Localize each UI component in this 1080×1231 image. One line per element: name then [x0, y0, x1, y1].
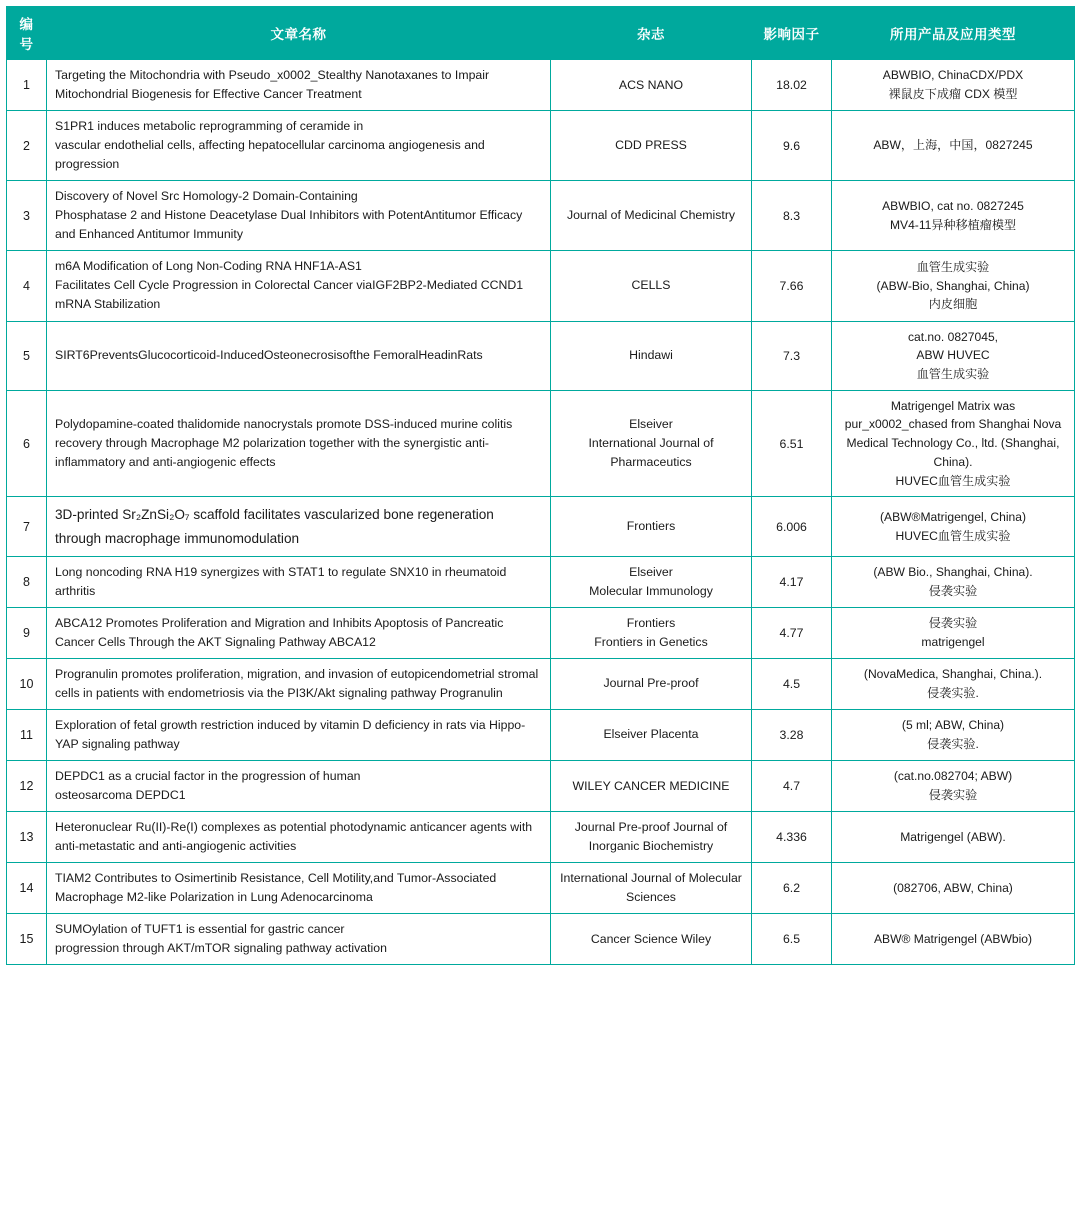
cell-impact-factor: 6.5 [752, 914, 832, 965]
cell-impact-factor: 4.17 [752, 556, 832, 607]
cell-index: 4 [7, 251, 47, 321]
cell-product: (5 ml; ABW, China) 侵袭实验. [832, 709, 1075, 760]
cell-article-title: S1PR1 induces metabolic reprogramming of ceramide in vascular endothelial cells, affecting hepatocellular carcinoma angiogenesis and progression [47, 111, 551, 181]
cell-product: (082706, ABW, China) [832, 863, 1075, 914]
cell-article-title: DEPDC1 as a crucial factor in the progression of human osteosarcoma DEPDC1 [47, 760, 551, 811]
column-header-journal: 杂志 [551, 7, 752, 60]
table-body [7, 60, 1075, 965]
table-header [7, 7, 1075, 60]
cell-journal: Frontiers [551, 497, 752, 556]
cell-article-title: Exploration of fetal growth restriction induced by vitamin D deficiency in rats via Hippo-YAP signaling pathway [47, 709, 551, 760]
cell-article-title: SIRT6PreventsGlucocorticoid-InducedOsteonecrosisofthe FemoralHeadinRats [47, 321, 551, 390]
cell-journal: Frontiers Frontiers in Genetics [551, 607, 752, 658]
table-row [7, 251, 1075, 321]
table-header-row [7, 7, 1075, 60]
cell-index: 6 [7, 390, 47, 497]
table-row [7, 607, 1075, 658]
cell-product: ABWBIO, cat no. 0827245 MV4-11异种移植瘤模型 [832, 181, 1075, 251]
cell-journal: ACS NANO [551, 60, 752, 111]
publication-table [6, 6, 1075, 965]
column-header-impact-factor: 影响因子 [752, 7, 832, 60]
cell-journal: Journal of Medicinal Chemistry [551, 181, 752, 251]
cell-product: cat.no. 0827045, ABW HUVEC 血管生成实验 [832, 321, 1075, 390]
cell-journal: Elseiver International Journal of Pharmaceutics [551, 390, 752, 497]
cell-index: 1 [7, 60, 47, 111]
cell-index: 2 [7, 111, 47, 181]
cell-product: (cat.no.082704; ABW) 侵袭实验 [832, 760, 1075, 811]
table-row [7, 60, 1075, 111]
cell-product: Matrigengel (ABW). [832, 812, 1075, 863]
cell-journal: CELLS [551, 251, 752, 321]
cell-index: 9 [7, 607, 47, 658]
cell-impact-factor: 9.6 [752, 111, 832, 181]
cell-index: 8 [7, 556, 47, 607]
column-header-title: 文章名称 [47, 7, 551, 60]
cell-index: 3 [7, 181, 47, 251]
cell-impact-factor: 4.336 [752, 812, 832, 863]
cell-article-title: Targeting the Mitochondria with Pseudo_x0002_Stealthy Nanotaxanes to Impair Mitochondrial Biogenesis for Effective Cancer Treatment [47, 60, 551, 111]
cell-article-title: TIAM2 Contributes to Osimertinib Resistance, Cell Motility,and Tumor-Associated Macrophage M2-like Polarization in Lung Adenocarcinoma [47, 863, 551, 914]
cell-journal: Journal Pre-proof [551, 658, 752, 709]
cell-journal: International Journal of Molecular Sciences [551, 863, 752, 914]
table-row [7, 321, 1075, 390]
column-header-index: 编号 [7, 7, 47, 60]
cell-product: (NovaMedica, Shanghai, China.). 侵袭实验. [832, 658, 1075, 709]
cell-product: ABWBIO, ChinaCDX/PDX 裸鼠皮下成瘤 CDX 模型 [832, 60, 1075, 111]
cell-impact-factor: 4.77 [752, 607, 832, 658]
cell-journal: Hindawi [551, 321, 752, 390]
table-row [7, 760, 1075, 811]
cell-article-title: 3D-printed Sr₂ZnSi₂O₇ scaffold facilitates vascularized bone regeneration through macrophage immunomodulation [47, 497, 551, 556]
cell-index: 14 [7, 863, 47, 914]
cell-index: 11 [7, 709, 47, 760]
cell-index: 10 [7, 658, 47, 709]
table-row [7, 709, 1075, 760]
cell-journal: Elseiver Molecular Immunology [551, 556, 752, 607]
cell-article-title: m6A Modification of Long Non-Coding RNA HNF1A-AS1 Facilitates Cell Cycle Progression in Colorectal Cancer viaIGF2BP2-Mediated CCND1 mRNA Stabilization [47, 251, 551, 321]
cell-journal: Elseiver Placenta [551, 709, 752, 760]
cell-article-title: Discovery of Novel Src Homology-2 Domain-Containing Phosphatase 2 and Histone Deacetylase Dual Inhibitors with PotentAntitumor Efficacy and Enhanced Antitumor Immunity [47, 181, 551, 251]
cell-index: 15 [7, 914, 47, 965]
cell-impact-factor: 4.5 [752, 658, 832, 709]
cell-index: 7 [7, 497, 47, 556]
cell-article-title: SUMOylation of TUFT1 is essential for gastric cancer progression through AKT/mTOR signaling pathway activation [47, 914, 551, 965]
cell-product: (ABW Bio., Shanghai, China). 侵袭实验 [832, 556, 1075, 607]
cell-product: ABW，上海，中国，0827245 [832, 111, 1075, 181]
cell-article-title: Heteronuclear Ru(II)-Re(I) complexes as potential photodynamic anticancer agents with anti-metastatic and anti-angiogenic activities [47, 812, 551, 863]
table-row [7, 812, 1075, 863]
column-header-product: 所用产品及应用类型 [832, 7, 1075, 60]
cell-impact-factor: 8.3 [752, 181, 832, 251]
cell-impact-factor: 4.7 [752, 760, 832, 811]
table-row [7, 556, 1075, 607]
table-row [7, 111, 1075, 181]
cell-index: 5 [7, 321, 47, 390]
cell-article-title: Polydopamine-coated thalidomide nanocrystals promote DSS-induced murine colitis recovery through Macrophage M2 polarization together with the synergistic anti-inflammatory and anti-angiogenic effects [47, 390, 551, 497]
table-row [7, 914, 1075, 965]
cell-article-title: Progranulin promotes proliferation, migration, and invasion of eutopicendometrial stromal cells in patients with endometriosis via the PI3K/Akt signaling pathway Progranulin [47, 658, 551, 709]
cell-impact-factor: 7.66 [752, 251, 832, 321]
cell-product: Matrigengel Matrix was pur_x0002_chased from Shanghai Nova Medical Technology Co., ltd. (Shanghai, China). HUVEC血管生成实验 [832, 390, 1075, 497]
cell-journal: Journal Pre-proof Journal of Inorganic Biochemistry [551, 812, 752, 863]
cell-impact-factor: 6.51 [752, 390, 832, 497]
cell-article-title: Long noncoding RNA H19 synergizes with STAT1 to regulate SNX10 in rheumatoid arthritis [47, 556, 551, 607]
cell-index: 12 [7, 760, 47, 811]
table-row [7, 497, 1075, 556]
cell-product: (ABW®Matrigengel, China) HUVEC血管生成实验 [832, 497, 1075, 556]
cell-index: 13 [7, 812, 47, 863]
cell-impact-factor: 18.02 [752, 60, 832, 111]
cell-impact-factor: 6.006 [752, 497, 832, 556]
table-row [7, 658, 1075, 709]
cell-journal: WILEY CANCER MEDICINE [551, 760, 752, 811]
cell-journal: CDD PRESS [551, 111, 752, 181]
table-row [7, 181, 1075, 251]
cell-product: ABW® Matrigengel (ABWbio) [832, 914, 1075, 965]
cell-impact-factor: 6.2 [752, 863, 832, 914]
cell-journal: Cancer Science Wiley [551, 914, 752, 965]
cell-product: 血管生成实验 (ABW-Bio, Shanghai, China) 内皮细胞 [832, 251, 1075, 321]
cell-product: 侵袭实验 matrigengel [832, 607, 1075, 658]
cell-impact-factor: 3.28 [752, 709, 832, 760]
cell-impact-factor: 7.3 [752, 321, 832, 390]
table-row [7, 863, 1075, 914]
table-row [7, 390, 1075, 497]
cell-article-title: ABCA12 Promotes Proliferation and Migration and Inhibits Apoptosis of Pancreatic Cancer Cells Through the AKT Signaling Pathway ABCA12 [47, 607, 551, 658]
